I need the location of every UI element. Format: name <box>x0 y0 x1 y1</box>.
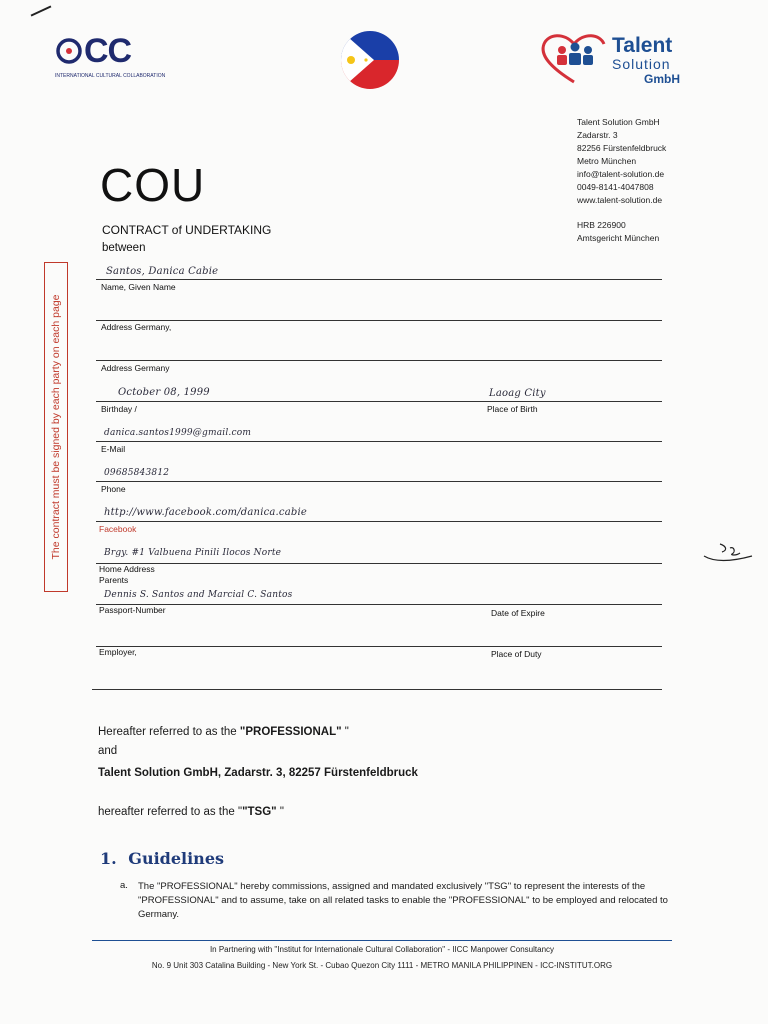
registry-line: Amtsgericht München <box>577 233 660 243</box>
icc-logo-text: CC <box>84 32 132 70</box>
professional-tail: " <box>341 726 349 738</box>
address-line: info@talent-solution.de <box>577 169 665 179</box>
tsg-paragraph <box>98 806 284 818</box>
birthday-value: October 08, 1999 <box>118 387 210 398</box>
name-label: Name, Given Name <box>101 282 176 292</box>
section-item-marker: a. <box>120 880 128 891</box>
tsg-term: "TSG" <box>242 806 277 818</box>
hereafter-prefix: Hereafter referred to as the <box>98 726 240 738</box>
company-line: Talent Solution GmbH, Zadarstr. 3, 82257 Fürstenfeldbruck <box>98 767 418 779</box>
company-address <box>577 116 757 245</box>
talent-solution-logo <box>538 30 698 90</box>
footer-rule <box>92 940 672 941</box>
philippine-flag-icon <box>340 30 400 90</box>
footer-line2: No. 9 Unit 303 Catalina Building - New York St. - Cubao Quezon City 1111 - METRO MANILA PHILIPPINEN - ICC-INSTITUT.ORG <box>151 961 613 970</box>
address2-rule <box>96 360 662 361</box>
employer-label: Employer, <box>99 647 137 657</box>
name-value: Santos, Danica Cabie <box>106 266 219 277</box>
and-label: and <box>98 745 118 757</box>
professional-paragraph <box>98 726 349 738</box>
address1-label: Address Germany, <box>101 322 172 332</box>
birthplace-label: Place of Birth <box>487 404 538 414</box>
section-title: Guidelines <box>128 849 224 868</box>
passport-label: Passport-Number <box>99 605 166 615</box>
initials-signature <box>700 540 756 566</box>
employer-rule <box>92 689 662 690</box>
registry-line: HRB 226900 <box>577 220 626 230</box>
tsg-prefix: hereafter referred to as the " <box>98 806 243 818</box>
icc-logo <box>52 32 172 84</box>
email-value: danica.santos1999@gmail.com <box>104 428 252 438</box>
address-line: Zadarstr. 3 <box>577 130 618 140</box>
talent-logo-line1: Talent <box>612 34 673 57</box>
icc-logo-mark-icon <box>56 36 82 66</box>
phone-value: 09685843812 <box>104 468 170 478</box>
side-note-box <box>44 262 68 592</box>
email-rule <box>96 441 662 442</box>
address-line: 0049-8141-4047808 <box>577 182 654 192</box>
section-item-text: The "PROFESSIONAL" hereby commissions, assigned and mandated exclusively "TSG" to represent the interests of the "PROFESSIONAL" and to assume, take on all related tasks to enable the "PROFESSIONAL" to be employed and relocated to Germany. <box>138 881 668 920</box>
section-number: 1. <box>100 849 117 868</box>
address-line: 82256 Fürstenfeldbruck <box>577 143 667 153</box>
address2-label: Address Germany <box>101 363 170 373</box>
address-line: Metro München <box>577 156 637 166</box>
birthday-label: Birthday / <box>101 404 137 414</box>
parents-rule <box>96 604 662 605</box>
document-title: COU <box>100 159 206 211</box>
tsg-tail: " <box>276 806 284 818</box>
talent-logo-line3: GmbH <box>644 72 680 86</box>
scan-mark <box>31 5 52 16</box>
facebook-label[interactable]: Facebook <box>99 524 137 534</box>
address-line: Talent Solution GmbH <box>577 117 660 127</box>
expire-label: Date of Expire <box>491 608 545 618</box>
phone-rule <box>96 481 662 482</box>
section-heading <box>100 849 224 868</box>
name-rule <box>96 279 662 280</box>
duty-label: Place of Duty <box>491 649 542 659</box>
phone-label: Phone <box>101 484 126 494</box>
home-address-value: Brgy. #1 Valbuena Pinili Ilocos Norte <box>104 548 282 558</box>
address1-rule <box>96 320 662 321</box>
home-address-label: Home Address <box>99 564 155 574</box>
facebook-rule <box>96 521 662 522</box>
between-label: between <box>102 242 146 254</box>
address-line: www.talent-solution.de <box>577 195 663 205</box>
birthplace-value: Laoag City <box>489 388 546 399</box>
side-note-text: The contract must be signed by each party on each page <box>50 294 62 560</box>
home-address-rule <box>96 563 662 564</box>
professional-term: "PROFESSIONAL" <box>239 726 342 738</box>
footer-line1: In Partnering with "Institut for Internationale Cultural Collaboration" - IICC Manpower Consultancy <box>209 945 555 954</box>
icc-tagline: INTERNATIONAL CULTURAL COLLABORATION <box>55 73 166 79</box>
parents-value: Dennis S. Santos and Marcial C. Santos <box>104 590 293 600</box>
email-label: E-Mail <box>101 444 126 454</box>
document-subtitle: CONTRACT of UNDERTAKING <box>102 223 272 237</box>
parents-label: Parents <box>99 575 129 585</box>
facebook-value: http://www.facebook.com/danica.cabie <box>104 507 308 518</box>
passport-rule <box>96 646 662 647</box>
talent-logo-line2: Solution <box>612 56 671 72</box>
heart-people-icon <box>538 30 610 86</box>
birthday-rule <box>96 401 662 402</box>
